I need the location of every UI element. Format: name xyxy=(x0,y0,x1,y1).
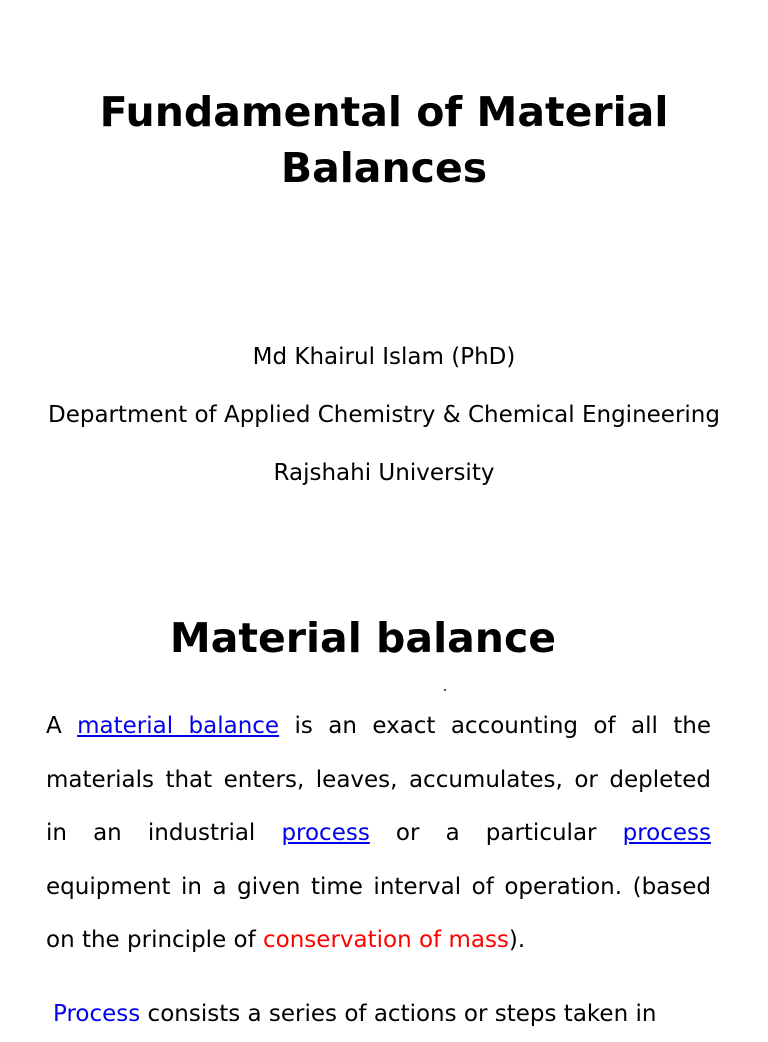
definition-paragraph xyxy=(46,700,711,968)
author-name: Md Khairul Islam (PhD) xyxy=(252,344,516,370)
material-balance-link[interactable]: material balance xyxy=(77,713,280,739)
author-department: Department of Applied Chemistry & Chemical Engineering xyxy=(48,402,720,428)
stray-dot-mark xyxy=(444,689,446,691)
conservation-of-mass-highlight: conservation of mass xyxy=(263,927,509,953)
process-paragraph xyxy=(53,988,711,1042)
section-heading: Material balance xyxy=(169,614,557,662)
process-paragraph-text: consists a series of actions or steps taken in xyxy=(140,1001,657,1027)
paragraph-text-1: A xyxy=(46,713,78,739)
process-definition-link[interactable]: Process xyxy=(53,1001,141,1027)
process-link-2[interactable]: process xyxy=(622,820,711,846)
author-university: Rajshahi University xyxy=(273,460,495,486)
paragraph-text-3: or a particular xyxy=(369,820,623,846)
document-title: Fundamental of Material Balances xyxy=(99,88,669,192)
process-link-1[interactable]: process xyxy=(281,820,370,846)
paragraph-text-2: is an exact accounting of all the materials that enters, leaves, accumulates, or depleted in an industrial xyxy=(46,713,711,846)
author-block xyxy=(0,328,768,502)
paragraph-text-4: equipment in a given time interval of operation. (based on the principle of xyxy=(46,873,711,953)
paragraph-text-5: ). xyxy=(508,927,526,953)
